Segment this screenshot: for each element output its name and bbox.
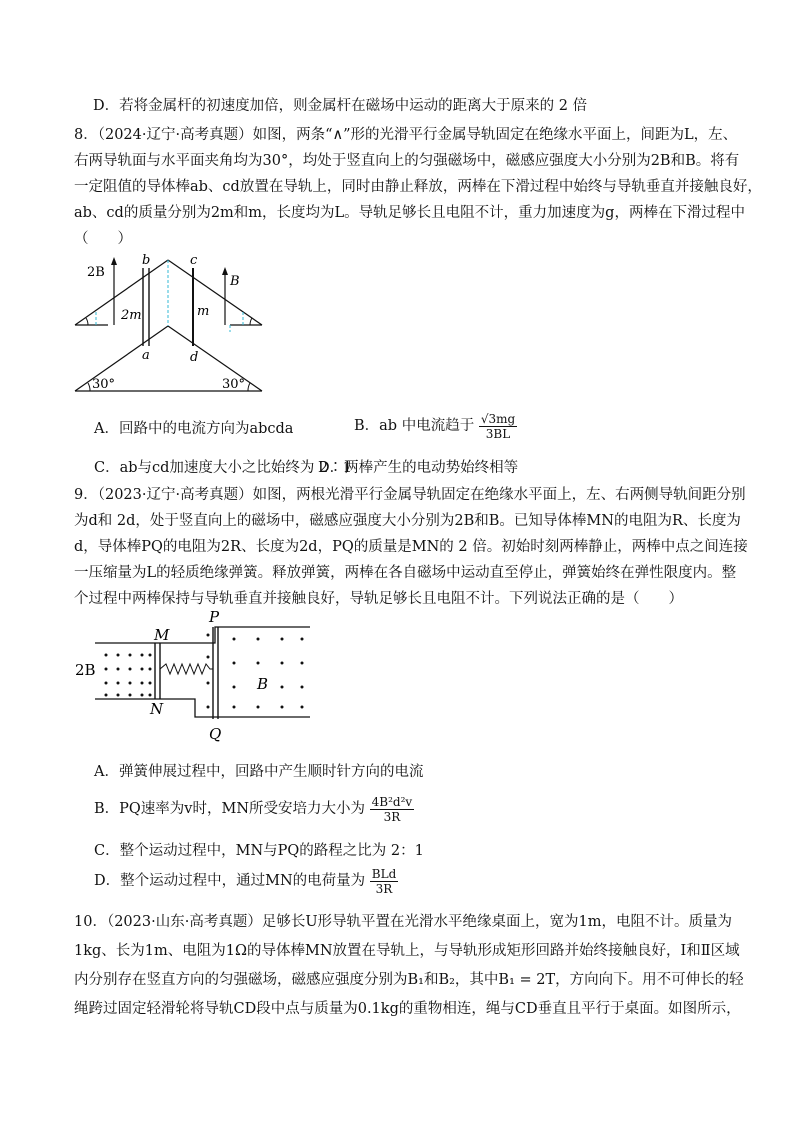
label-2m: 2m xyxy=(121,308,142,323)
q9-option-d xyxy=(94,863,398,899)
fraction-denominator: 3R xyxy=(375,881,393,896)
label-m: M xyxy=(154,626,170,644)
q8-option-d: D．两棒产生的电动势始终相等 xyxy=(318,460,519,476)
fraction-denominator: 3R xyxy=(383,809,401,824)
q9-line-2: 为d和 2d，处于竖直向上的磁场中，磁感应强度大小分别为2B和B。已知导体棒MN的电阻为R、长度为 xyxy=(74,513,741,529)
q10-line-3: 内分别存在竖直方向的匀强磁场，磁感应强度分别为B₁和B₂，其中B₁ = 2T，方向向下。用不可伸长的轻 xyxy=(74,972,744,988)
q9-option-b-fraction xyxy=(370,795,415,824)
fraction-numerator: √3mg xyxy=(480,411,516,426)
q10-line-2: 1kg、长为1m、电阻为1Ω的导体棒MN放置在导轨上，与导轨形成矩形回路并始终接触良好，Ⅰ和Ⅱ区域 xyxy=(74,943,740,959)
right-field-dots xyxy=(207,634,304,709)
q9-line-5: 个过程中两棒保持与导轨垂直并接触良好，导轨足够长且电阻不计。下列说法正确的是（ ） xyxy=(74,591,683,607)
q8-line-1: 8．（2024·辽宁·高考真题）如图，两条“∧”形的光滑平行金属导轨固定在绝缘水平面上，间距为L，左、 xyxy=(74,127,738,143)
label-a: a xyxy=(142,348,150,363)
label-m: m xyxy=(197,304,210,319)
q8-option-a: A．回路中的电流方向为abcda xyxy=(94,421,294,437)
q8-option-b-fraction xyxy=(479,412,517,441)
q9-option-b xyxy=(94,791,414,827)
q8-option-c: C．ab与cd加速度大小之比始终为 2∶1 xyxy=(94,460,352,476)
prev-option-d: D．若将金属杆的初速度加倍，则金属杆在磁场中运动的距离大于原来的 2 倍 xyxy=(93,98,588,114)
q9-figure xyxy=(70,607,330,747)
label-n: N xyxy=(150,700,164,718)
q9-option-c: C．整个运动过程中，MN与PQ的路程之比为 2：1 xyxy=(94,843,424,859)
q8-line-3: 一定阻值的导体棒ab、cd放置在导轨上，同时由静止释放，两棒在下滑过程中始终与导轨垂直并接触良好， xyxy=(74,179,762,195)
q9-option-b-text: B．PQ速率为v时，MN所受安培力大小为 xyxy=(94,801,366,817)
q9-option-a: A．弹簧伸展过程中，回路中产生顺时针方向的电流 xyxy=(94,764,424,780)
q8-figure xyxy=(70,248,270,396)
label-b-field: B xyxy=(230,274,240,289)
label-angle-left: 30° xyxy=(92,377,116,392)
q8-line-4: ab、cd的质量分别为2m和m，长度均为L。导轨足够长且电阻不计，重力加速度为g，两棒在下滑过程中 xyxy=(74,205,745,221)
label-c: c xyxy=(190,253,198,268)
label-2b: 2B xyxy=(75,661,96,679)
q9-option-d-text: D．整个运动过程中，通过MN的电荷量为 xyxy=(94,873,366,889)
q9-line-3: d，导体棒PQ的电阻为2R、长度为2d，PQ的质量是MN的 2 倍。初始时刻两棒静止，两棒中点之间连接 xyxy=(74,539,748,555)
label-b: b xyxy=(142,253,151,268)
label-p: P xyxy=(209,608,220,626)
label-2b: 2B xyxy=(87,265,105,280)
q8-option-b-text: B．ab 中电流趋于 xyxy=(354,418,475,434)
fraction-numerator: BLd xyxy=(371,866,397,881)
label-d: d xyxy=(190,350,199,365)
label-b: B xyxy=(257,675,269,693)
q8-line-5: （ ） xyxy=(74,231,132,247)
q9-line-4: 一压缩量为L的轻质绝缘弹簧。释放弹簧，两棒在各自磁场中运动直至停止，弹簧始终在弹性限度内。整 xyxy=(74,565,737,581)
q9-line-1: 9．（2023·辽宁·高考真题）如图，两根光滑平行金属导轨固定在绝缘水平面上，左、右两侧导轨间距分别 xyxy=(74,487,746,503)
fraction-denominator: 3BL xyxy=(485,426,511,441)
fraction-numerator: 4B²d²v xyxy=(371,794,413,809)
left-field-dots xyxy=(105,654,152,697)
q8-option-b xyxy=(354,408,517,444)
q10-line-4: 绳跨过固定轻滑轮将导轨CD段中点与质量为0.1kg的重物相连，绳与CD垂直且平行于桌面。如图所示， xyxy=(74,1001,741,1017)
q9-option-d-fraction xyxy=(370,867,398,896)
label-q: Q xyxy=(209,725,222,743)
label-angle-right: 30° xyxy=(222,377,246,392)
q10-line-1: 10．（2023·山东·高考真题）足够长U形导轨平置在光滑水平绝缘桌面上，宽为1m，电阻不计。质量为 xyxy=(74,914,733,930)
q8-line-2: 右两导轨面与水平面夹角均为30°，均处于竖直向上的匀强磁场中，磁感应强度大小分别为2B和B。将有 xyxy=(74,153,740,169)
